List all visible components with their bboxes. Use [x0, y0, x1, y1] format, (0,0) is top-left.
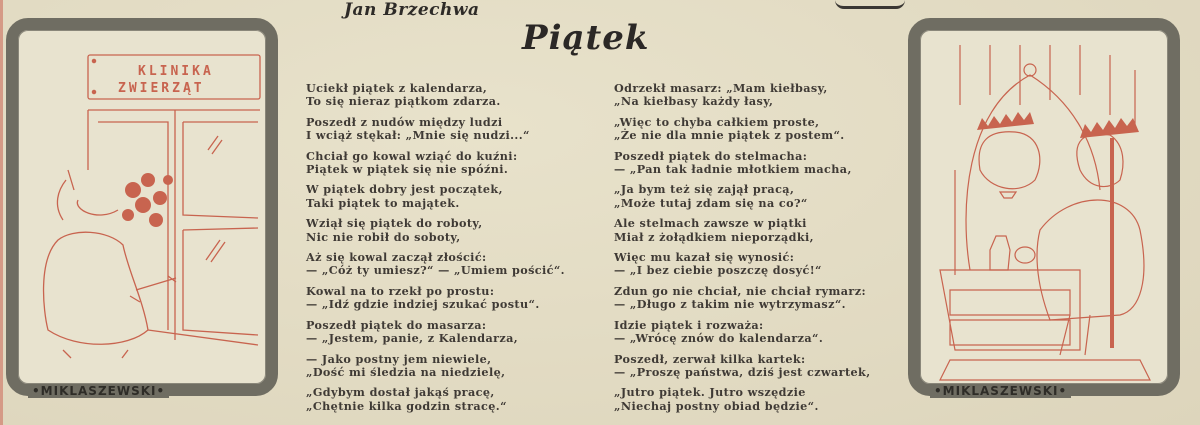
- stanza: [306, 217, 606, 244]
- ink-smudge: [835, 0, 905, 9]
- poem-title: Piątek: [522, 18, 650, 58]
- clinic-sign-line1: KLINIKA: [138, 64, 214, 79]
- clinic-illustration: [18, 30, 266, 384]
- stanza: [306, 285, 606, 312]
- poem-line: — „Cóż ty umiesz?“ — „Umiem pościć“.: [306, 263, 565, 278]
- poem-line: „Więc to chyba całkiem proste,: [614, 114, 820, 129]
- poem-line: Więc mu kazał się wynosić:: [614, 250, 795, 265]
- stanza: [614, 353, 904, 380]
- illustration-right: [908, 18, 1180, 396]
- poem-line: „Dość mi śledzia na niedzielę,: [306, 364, 506, 379]
- author-name: Jan Brzechwa: [344, 0, 480, 20]
- poem-line: „Gdybym dostał jakąś pracę,: [306, 385, 495, 400]
- poem-line: Ale stelmach zawsze w piątki: [614, 216, 807, 231]
- stanza: [614, 183, 904, 210]
- poem-line: — „I bez ciebie poszczę dosyć!“: [614, 263, 822, 278]
- stanza: [614, 116, 904, 143]
- poem-line: Zdun go nie chciał, nie chciał rymarz:: [614, 283, 866, 298]
- poem-line: — „Wrócę znów do kalendarza“.: [614, 331, 824, 346]
- stanza: [306, 183, 606, 210]
- stanza: [614, 217, 904, 244]
- stanza: [614, 285, 904, 312]
- poem-line: „Niechaj postny obiad będzie“.: [614, 398, 819, 413]
- stanza: [306, 319, 606, 346]
- stanza: [614, 386, 904, 413]
- stanza: [306, 386, 606, 413]
- artist-signature: •MIKLASZEWSKI•: [930, 384, 1071, 398]
- stanza: [306, 116, 606, 143]
- poem-column-1: [306, 82, 606, 420]
- poem-line: Miał z żołądkiem nieporządki,: [614, 229, 814, 244]
- poem-line: — „Jestem, panie, z Kalendarza,: [306, 331, 519, 346]
- poem-line: W piątek dobry jest początek,: [306, 182, 503, 197]
- poem-line: Kowal na to rzekł po prostu:: [306, 283, 495, 298]
- poem-line: Chciał go kowal wziąć do kuźni:: [306, 148, 518, 163]
- poem-line: Nic nie robił do soboty,: [306, 229, 461, 244]
- stanza: [614, 319, 904, 346]
- mirror-illustration: [920, 30, 1168, 384]
- poem-line: „Chętnie kilka godzin stracę.“: [306, 398, 507, 413]
- stanza: [614, 251, 904, 278]
- stanza: [306, 353, 606, 380]
- poem-line: — „Długo z takim nie wytrzymasz“.: [614, 297, 846, 312]
- poem-line: „Ja bym też się zajął pracą,: [614, 182, 795, 197]
- page-edge: [0, 0, 3, 425]
- poem-line: Uciekł piątek z kalendarza,: [306, 81, 488, 95]
- poem-line: Wziął się piątek do roboty,: [306, 216, 483, 231]
- poem-line: Idzie piątek i rozważa:: [614, 317, 764, 332]
- stanza: [306, 150, 606, 177]
- poem-line: I wciąż stękał: „Mnie się nudzi...“: [306, 128, 530, 143]
- poem-line: — Jako postny jem niewiele,: [306, 351, 492, 366]
- poem-line: To się nieraz piątkom zdarza.: [306, 94, 501, 109]
- poem-line: „Że nie dla mnie piątek z postem“.: [614, 128, 845, 143]
- stanza: [306, 251, 606, 278]
- poem-line: „Na kiełbasy każdy łasy,: [614, 94, 774, 109]
- poem-column-2: [614, 82, 904, 420]
- poem-line: Poszedł piątek do stelmacha:: [614, 148, 808, 163]
- poem-line: Poszedł piątek do masarza:: [306, 317, 487, 332]
- poem-line: „Jutro piątek. Jutro wszędzie: [614, 385, 806, 400]
- poem-line: Aż się kowal zaczął złościć:: [306, 250, 487, 265]
- clinic-sign-line2: ZWIERZĄT: [118, 81, 205, 96]
- stanza: [614, 150, 904, 177]
- artist-signature: •MIKLASZEWSKI•: [28, 384, 169, 398]
- poem-line: Poszedł z nudów między ludzi: [306, 114, 503, 129]
- stanza: [306, 82, 606, 109]
- poem-line: Piątek w piątek się nie spóźni.: [306, 162, 509, 177]
- poem-line: — „Pan tak ładnie młotkiem macha,: [614, 162, 852, 177]
- poem-line: Poszedł, zerwał kilka kartek:: [614, 351, 806, 366]
- poem-line: „Może tutaj zdam się na co?“: [614, 195, 808, 210]
- poem-line: — „Idź gdzie indziej szukać postu“.: [306, 297, 540, 312]
- poem-line: Taki piątek to majątek.: [306, 195, 460, 210]
- stanza: [614, 82, 904, 109]
- poem-line: — „Proszę państwa, dziś jest czwartek,: [614, 364, 871, 379]
- illustration-left: [6, 18, 278, 396]
- poem-line: Odrzekł masarz: „Mam kiełbasy,: [614, 81, 828, 95]
